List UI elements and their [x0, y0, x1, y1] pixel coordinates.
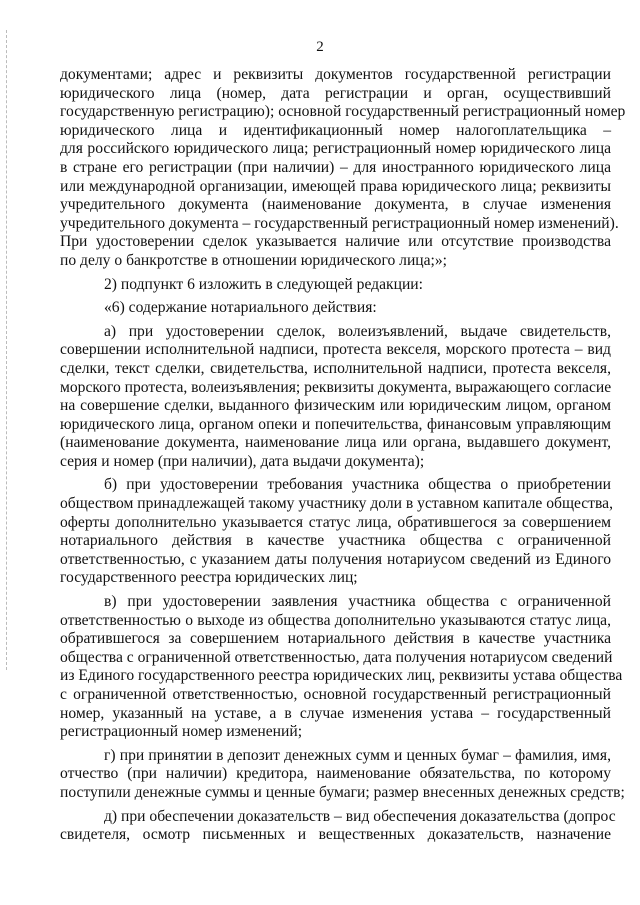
paragraph — [60, 593, 623, 742]
text-line: на совершение сделки, выданного физическим или юридическим лицом, органом — [60, 397, 611, 415]
text-line: номер, указанный на уставе, а в случае изменения устава – государственный — [60, 704, 611, 722]
text-line: д) при обеспечении доказательств – вид обеспечения доказательства (допрос — [104, 807, 616, 825]
text-line: «6) содержание нотариального действия: — [104, 299, 377, 317]
paragraph — [60, 476, 611, 588]
text-line: ответственностью о выходе из общества дополнительно указываются статус лица, — [60, 611, 611, 629]
document-body — [60, 66, 626, 845]
text-line: а) при удостоверении сделок, волеизъявлений, выдаче свидетельств, — [104, 322, 611, 340]
text-line: нотариального действия в качестве участника общества с ограниченной — [60, 532, 611, 550]
text-line: для российского юридического лица; регистрационный номер юридического лица — [60, 140, 611, 158]
paragraph — [60, 323, 611, 472]
paragraph — [60, 66, 626, 271]
text-line: г) при принятии в депозит денежных сумм и ценных бумаг – фамилия, имя, — [104, 746, 611, 764]
text-line: в стране его регистрации (при наличии) – для иностранного юридического лица — [60, 158, 611, 176]
text-line: серия и номер (при наличии), дата выдачи документа); — [60, 452, 425, 470]
text-line: юридического лица, органом опеки и попечительства, финансовым управляющим — [60, 415, 611, 433]
text-line: в) при удостоверении заявления участника общества с ограниченной — [104, 593, 611, 611]
text-line: государственную регистрацию); основной государственный регистрационный номер — [60, 103, 626, 121]
text-line: сделки, текст сделки, свидетельства, исполнительной надписи, протеста векселя, — [60, 359, 611, 377]
paragraph — [60, 276, 611, 295]
text-line: учредительного документа – государственный регистрационный номер изменений). — [60, 214, 619, 232]
text-line: государственного реестра юридических лиц; — [60, 569, 358, 587]
text-line: совершении исполнительной надписи, протеста векселя, морского протеста – вид — [60, 341, 611, 359]
text-line: При удостоверении сделок указывается наличие или отсутствие производства — [60, 233, 611, 251]
text-line: обществом принадлежащей такому участнику доли в уставном капитале общества, — [60, 495, 613, 513]
text-line: юридического лица и идентификационный номер налогоплательщика – — [60, 121, 611, 139]
text-line: ответственностью, с указанием даты получения нотариусом сведений из Единого — [60, 550, 611, 568]
text-line: б) при удостоверении требования участника общества о приобретении — [104, 476, 611, 494]
page-number: 2 — [316, 39, 324, 55]
text-line: отчество (при наличии) кредитора, наименование обязательства, по которому — [60, 765, 611, 783]
text-line: по делу о банкротстве в отношении юридического лица;»; — [60, 251, 448, 269]
text-line: общества с ограниченной ответственностью, дата получения нотариусом сведений — [60, 648, 613, 666]
text-line: морского протеста, волеизъявления; реквизиты документа, выражающего согласие — [60, 378, 612, 396]
paragraph — [60, 299, 611, 318]
text-line: учредительного документа (наименование документа, в случае изменения — [60, 196, 611, 214]
text-line: регистрационный номер изменений; — [60, 723, 303, 741]
text-line: из Единого государственного реестра юридических лиц, реквизиты устава общества — [60, 667, 623, 685]
scan-edge-artifact — [6, 30, 7, 670]
text-line: юридического лица (номер, дата регистрации и орган, осуществивший — [60, 84, 611, 102]
text-line: документами; адрес и реквизиты документов государственной регистрации — [60, 66, 611, 83]
paragraph — [60, 807, 616, 845]
text-line: поступили денежные суммы и ценные бумаги; размер внесенных денежных средств; — [60, 783, 625, 801]
text-line: обратившегося за совершением нотариального действия в качестве участника — [60, 630, 611, 648]
text-line: (наименование документа, наименование лица или органа, выдавшего документ, — [60, 434, 611, 452]
text-line: с ограниченной ответственностью, основной государственный регистрационный — [60, 686, 611, 703]
text-line: свидетеля, осмотр письменных и вещественных доказательств, назначение — [60, 826, 611, 844]
paragraph — [60, 746, 625, 803]
text-line: или международной организации, имеющей права юридического лица; реквизиты — [60, 177, 611, 195]
text-line: оферты дополнительно указывается статус лица, обратившегося за совершением — [60, 513, 611, 531]
text-line: 2) подпункт 6 изложить в следующей редакции: — [104, 275, 423, 293]
